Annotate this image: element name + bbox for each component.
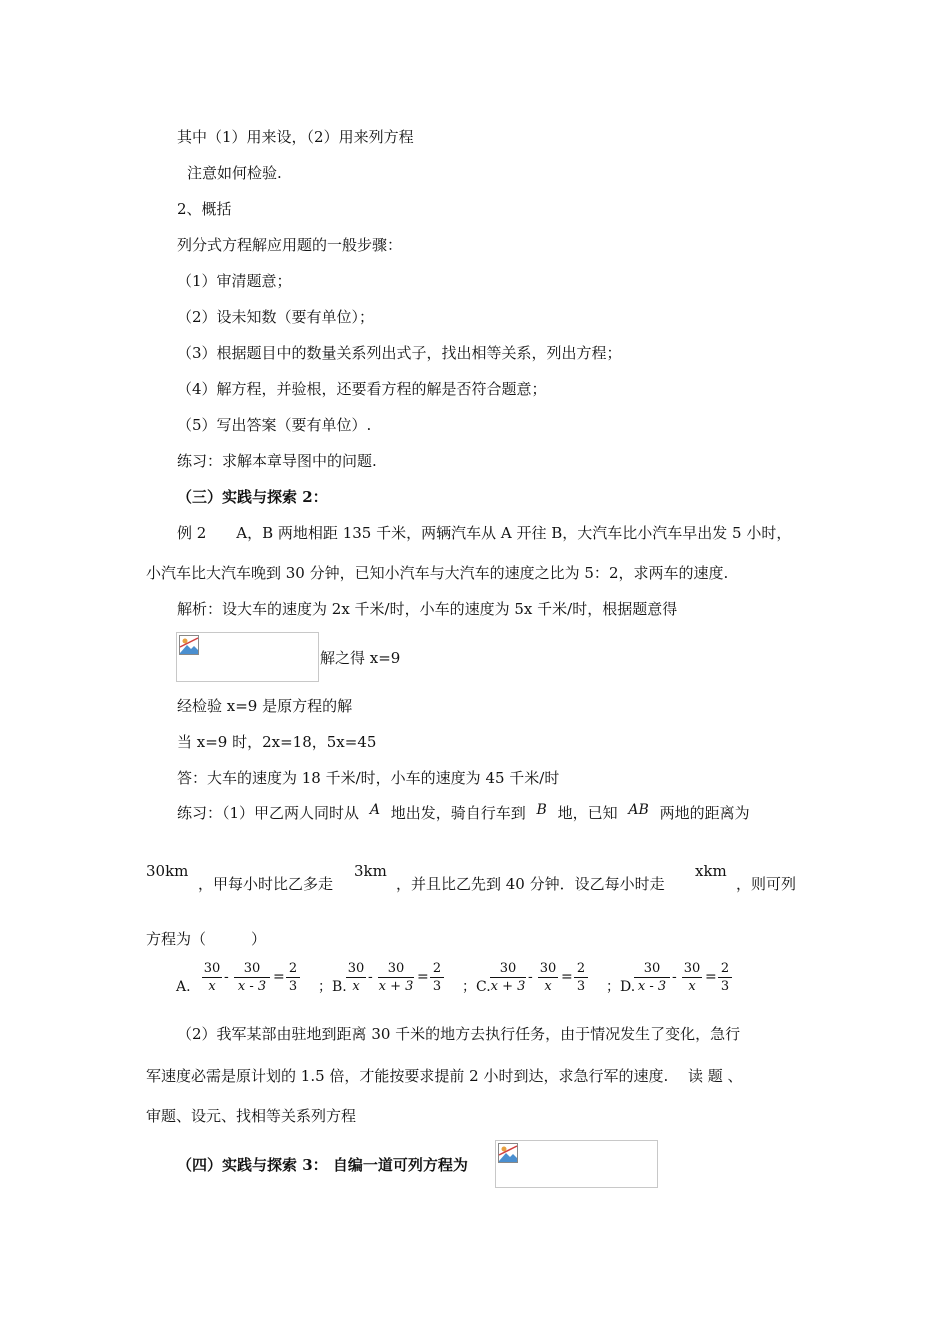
option-label: ；B. [318, 979, 347, 995]
fraction-denominator: x + 3 [490, 979, 526, 994]
practice-text: ，则可列 [736, 875, 797, 893]
step-item: （5）写出答案（要有单位）. [177, 416, 372, 434]
fraction-numerator: 30 [683, 961, 701, 976]
fraction-numerator: 30 [203, 961, 221, 976]
text-segment: 练习：（1）甲乙两人同时从 [177, 804, 360, 822]
step-item: （1）审清题意； [177, 272, 292, 290]
fraction-term [430, 960, 444, 995]
fraction-term [346, 960, 366, 995]
text-segment: 地，已知 [557, 804, 618, 822]
question-text: （2）我军某部由驻地到距离 30 千米的地方去执行任务，由于情况发生了变化，急行 [177, 1025, 741, 1043]
fraction-denominator: x - 3 [637, 979, 667, 994]
math-30km: 30km [146, 862, 189, 880]
fraction-denominator: 3 [576, 979, 586, 994]
text-segment: 地出发，骑自行车到 [390, 804, 526, 822]
option-label: ；D. [606, 979, 636, 995]
equals-sign: = [417, 969, 429, 985]
fraction-denominator: x + 3 [378, 979, 414, 994]
fraction-numerator: 2 [288, 961, 298, 976]
fraction-numerator: 2 [576, 961, 586, 976]
text-segment: 两地的距离为 [659, 804, 750, 822]
fraction-denominator: x [352, 979, 360, 994]
fraction-term [634, 960, 670, 995]
fraction-term [538, 960, 558, 995]
equals-sign: = [273, 969, 285, 985]
equation-image [495, 1140, 658, 1188]
question-text: 审题、设元、找相等关系列方程 [146, 1107, 357, 1125]
example-text: 例 2 A，B 两地相距 135 千米，两辆汽车从 A 开往 B，大汽车比小汽车早出发 5 小时， [177, 524, 792, 542]
fraction-denominator: 3 [288, 979, 298, 994]
fraction-denominator: x [544, 979, 552, 994]
minus-sign: - [528, 969, 533, 985]
solve-text: 解之得 x=9 [320, 649, 401, 667]
step-item: （2）设未知数（要有单位）； [177, 308, 375, 326]
text-line: 列分式方程解应用题的一般步骤： [177, 236, 403, 254]
text-line: 练习：求解本章导图中的问题. [177, 452, 377, 470]
text-line: 注意如何检验. [187, 164, 282, 182]
step-item: （4）解方程，并验根，还要看方程的解是否符合题意； [177, 380, 547, 398]
broken-image-icon [179, 635, 199, 655]
fraction-term [286, 960, 300, 995]
fraction-term [682, 960, 702, 995]
step-item: （3）根据题目中的数量关系列出式子，找出相等关系，列出方程； [177, 344, 622, 362]
question-text: 军速度必需是原计划的 1.5 倍，才能按要求提前 2 小时到达，求急行军的速度. 读 题 、 [146, 1067, 743, 1085]
math-3km: 3km [354, 862, 387, 880]
fraction-denominator: 3 [432, 979, 442, 994]
practice-text: 方程为（ ） [146, 930, 267, 948]
practice-text: ，甲每小时比乙多走 [198, 875, 334, 893]
minus-sign: - [224, 969, 229, 985]
minus-sign: - [672, 969, 677, 985]
section-heading: （三）实践与探索 2： [177, 488, 328, 506]
fraction-numerator: 2 [432, 961, 442, 976]
text-line: 2、概括 [177, 200, 232, 218]
fraction-denominator: x [688, 979, 696, 994]
fraction-numerator: 30 [643, 961, 661, 976]
equals-sign: = [705, 969, 717, 985]
answer-text: 答：大车的速度为 18 千米/时，小车的速度为 45 千米/时 [177, 769, 560, 787]
minus-sign: - [368, 969, 373, 985]
fraction-term [378, 960, 414, 995]
fraction-term [574, 960, 588, 995]
math-xkm: xkm [695, 862, 727, 880]
practice-text [177, 803, 750, 824]
math-var-ab: AB [628, 802, 649, 818]
fraction-numerator: 30 [539, 961, 557, 976]
fraction-denominator: x - 3 [237, 979, 267, 994]
fraction-term [234, 960, 270, 995]
equals-sign: = [561, 969, 573, 985]
fraction-term [718, 960, 732, 995]
option-label: ；C. [462, 979, 491, 995]
math-var-b: B [536, 802, 547, 818]
broken-image-icon [498, 1143, 518, 1163]
practice-text: ，并且比乙先到 40 分钟．设乙每小时走 [396, 875, 665, 893]
fraction-numerator: 2 [720, 961, 730, 976]
fraction-numerator: 30 [387, 961, 405, 976]
fraction-denominator: 3 [720, 979, 730, 994]
fraction-numerator: 30 [347, 961, 365, 976]
fraction-term [202, 960, 222, 995]
fraction-denominator: x [208, 979, 216, 994]
fraction-term [490, 960, 526, 995]
equation-image [176, 632, 319, 682]
option-label: A. [176, 979, 191, 995]
fraction-numerator: 30 [499, 961, 517, 976]
section-heading: （四）实践与探索 3： 自编一道可列方程为 [177, 1156, 468, 1174]
text-line: 经检验 x=9 是原方程的解 [177, 697, 353, 715]
example-text: 小汽车比大汽车晚到 30 分钟，已知小汽车与大汽车的速度之比为 5：2，求两车的速度. [146, 564, 729, 582]
text-line: 当 x=9 时，2x=18，5x=45 [177, 733, 377, 751]
analysis-text: 解析：设大车的速度为 2x 千米/时，小车的速度为 5x 千米/时，根据题意得 [177, 600, 678, 618]
math-var-a: A [369, 802, 380, 818]
fraction-numerator: 30 [243, 961, 261, 976]
text-line: 其中（1）用来设，（2）用来列方程 [177, 128, 414, 146]
